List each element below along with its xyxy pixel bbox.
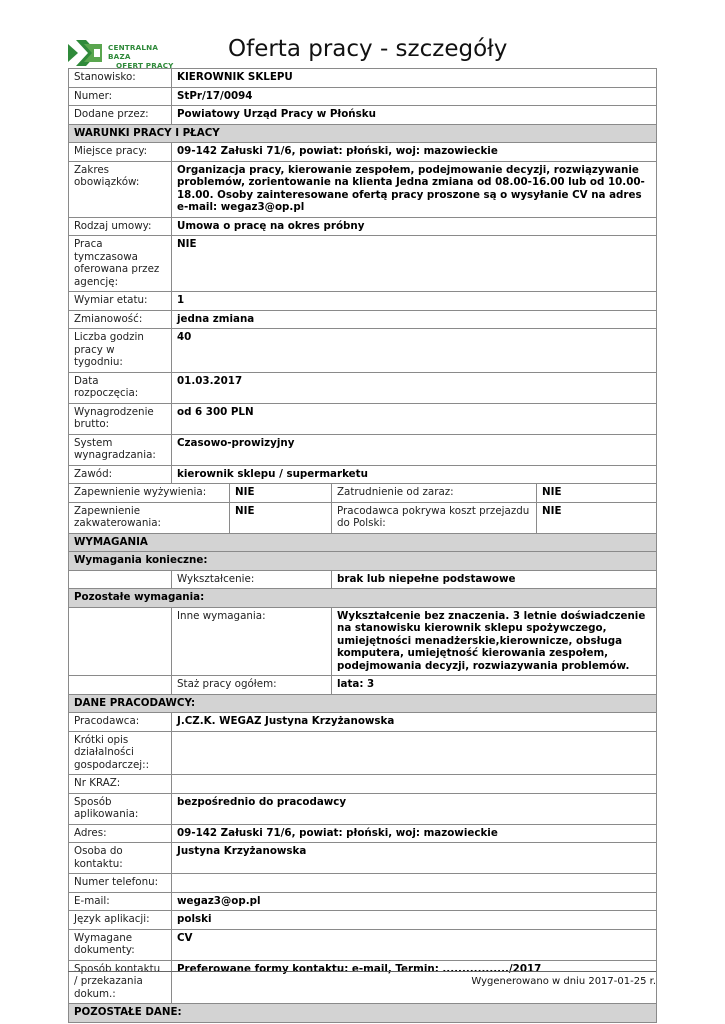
row-numer xyxy=(69,87,657,106)
label-przejazd: Pracodawca pokrywa koszt przejazdu do Polski: xyxy=(332,502,537,533)
row-inne xyxy=(69,607,657,676)
label-zawod: Zawód: xyxy=(69,465,172,484)
value-kontakt: Preferowane formy kontaktu: e-mail, Termin: ................./2017 xyxy=(172,960,657,1004)
section-konieczne-title: Wymagania konieczne: xyxy=(69,552,657,571)
logo xyxy=(68,40,183,70)
indent-cell xyxy=(69,570,172,589)
label-inne: Inne wymagania: xyxy=(172,607,332,676)
label-miejsce: Miejsce pracy: xyxy=(69,143,172,162)
row-email xyxy=(69,892,657,911)
value-staz: lata: 3 xyxy=(332,676,657,695)
value-inne: Wykształcenie bez znaczenia. 3 letnie doświadczenie na stanowisku kierownik sklepu spożywczego, umiejętności menadżerskie,kierownicze, obsługa komputera, umiejętność kierowania zespołem, podejmowania decyzji, rozwiazywania problemów. xyxy=(332,607,657,676)
row-aplikowanie xyxy=(69,793,657,824)
label-tymczasowa: Praca tymczasowa oferowana przez agencję: xyxy=(69,236,172,292)
section-dane-pracodawcy-title: DANE PRACODAWCY: xyxy=(69,694,657,713)
value-telefon xyxy=(172,874,657,893)
value-opis xyxy=(172,731,657,775)
label-telefon: Numer telefonu: xyxy=(69,874,172,893)
row-godziny xyxy=(69,329,657,373)
row-jezyk xyxy=(69,911,657,930)
row-osoba xyxy=(69,843,657,874)
row-kraz xyxy=(69,775,657,794)
value-godziny: 40 xyxy=(172,329,657,373)
row-tymczasowa xyxy=(69,236,657,292)
value-umowa: Umowa o pracę na okres próbny xyxy=(172,217,657,236)
section-warunki xyxy=(69,124,657,143)
row-zawod xyxy=(69,465,657,484)
label-email: E-mail: xyxy=(69,892,172,911)
indent-cell xyxy=(69,607,172,676)
label-wymiar: Wymiar etatu: xyxy=(69,292,172,311)
row-rozpoczecie xyxy=(69,372,657,403)
value-jezyk: polski xyxy=(172,911,657,930)
label-wyksztalcenie: Wykształcenie: xyxy=(172,570,332,589)
value-wymiar: 1 xyxy=(172,292,657,311)
row-dodane xyxy=(69,106,657,125)
label-zmianowosc: Zmianowość: xyxy=(69,310,172,329)
label-stanowisko: Stanowisko: xyxy=(69,69,172,88)
label-kraz: Nr KRAZ: xyxy=(69,775,172,794)
label-zakwaterowanie: Zapewnienie zakwaterowania: xyxy=(69,502,230,533)
label-godziny: Liczba godzin pracy w tygodniu: xyxy=(69,329,172,373)
page-title: Oferta pracy - szczegóły xyxy=(228,36,508,62)
value-system: Czasowo-prowizyjny xyxy=(172,434,657,465)
offer-table xyxy=(68,68,657,1023)
row-telefon xyxy=(69,874,657,893)
label-umowa: Rodzaj umowy: xyxy=(69,217,172,236)
row-stanowisko xyxy=(69,69,657,88)
label-aplikowanie: Sposób aplikowania: xyxy=(69,793,172,824)
section-wymagania xyxy=(69,533,657,552)
value-osoba: Justyna Krzyżanowska xyxy=(172,843,657,874)
value-miejsce: 09-142 Załuski 71/6, powiat: płoński, woj: mazowieckie xyxy=(172,143,657,162)
section-pozostale-wymagania xyxy=(69,589,657,608)
value-zmianowosc: jedna zmiana xyxy=(172,310,657,329)
label-dokumenty: Wymagane dokumenty: xyxy=(69,929,172,960)
footer-divider xyxy=(68,971,656,972)
row-zakres xyxy=(69,161,657,217)
label-pracodawca: Pracodawca: xyxy=(69,713,172,732)
label-dodane: Dodane przez: xyxy=(69,106,172,125)
value-tymczasowa: NIE xyxy=(172,236,657,292)
section-pozostale-dane xyxy=(69,1004,657,1023)
value-numer: StPr/17/0094 xyxy=(172,87,657,106)
row-staz xyxy=(69,676,657,695)
value-kraz xyxy=(172,775,657,794)
value-aplikowanie: bezpośrednio do pracodawcy xyxy=(172,793,657,824)
row-zakwaterowanie xyxy=(69,502,657,533)
row-miejsce xyxy=(69,143,657,162)
label-kontakt: Sposób kontaktu / przekazania dokum.: xyxy=(69,960,172,1004)
value-zakwaterowanie: NIE xyxy=(230,502,332,533)
row-wymiar xyxy=(69,292,657,311)
value-stanowisko: KIEROWNIK SKLEPU xyxy=(172,69,657,88)
logo-line1: CENTRALNA BAZA xyxy=(108,43,159,61)
row-wynagrodzenie xyxy=(69,403,657,434)
label-opis: Krótki opis działalności gospodarczej:: xyxy=(69,731,172,775)
label-jezyk: Język aplikacji: xyxy=(69,911,172,930)
row-pracodawca xyxy=(69,713,657,732)
value-wyzywienie: NIE xyxy=(230,484,332,503)
value-pracodawca: J.CZ.K. WEGAZ Justyna Krzyżanowska xyxy=(172,713,657,732)
value-adres: 09-142 Załuski 71/6, powiat: płoński, woj: mazowieckie xyxy=(172,824,657,843)
label-zakres: Zakres obowiązków: xyxy=(69,161,172,217)
logo-line2: OFERT PRACY xyxy=(116,61,174,70)
value-rozpoczecie: 01.03.2017 xyxy=(172,372,657,403)
indent-cell xyxy=(69,676,172,695)
label-wynagrodzenie: Wynagrodzenie brutto: xyxy=(69,403,172,434)
value-dodane: Powiatowy Urząd Pracy w Płońsku xyxy=(172,106,657,125)
section-wymagania-title: WYMAGANIA xyxy=(69,533,657,552)
label-system: System wynagradzania: xyxy=(69,434,172,465)
value-przejazd: NIE xyxy=(537,502,657,533)
row-wyzywienie xyxy=(69,484,657,503)
value-wyksztalcenie: brak lub niepełne podstawowe xyxy=(332,570,657,589)
logo-icon xyxy=(68,40,108,66)
section-pozostale-wymagania-title: Pozostałe wymagania: xyxy=(69,589,657,608)
row-adres xyxy=(69,824,657,843)
row-system xyxy=(69,434,657,465)
label-rozpoczecie: Data rozpoczęcia: xyxy=(69,372,172,403)
page-header xyxy=(68,36,658,68)
value-dokumenty: CV xyxy=(172,929,657,960)
row-wyksztalcenie xyxy=(69,570,657,589)
value-email: wegaz3@op.pl xyxy=(172,892,657,911)
value-zakres: Organizacja pracy, kierowanie zespołem, podejmowanie decyzji, rozwiązywanie problemów, zorientowanie na klienta Jedna zmiana od 08.00-16.00 lub od 10.00-18.00. Osoby zainteresowane ofertą pracy proszone są o wysyłanie CV na adres e-mail: wegaz3@op.pl xyxy=(172,161,657,217)
section-konieczne xyxy=(69,552,657,571)
section-warunki-title: WARUNKI PRACY I PŁACY xyxy=(69,124,657,143)
row-umowa xyxy=(69,217,657,236)
value-zawod: kierownik sklepu / supermarketu xyxy=(172,465,657,484)
label-od-zaraz: Zatrudnienie od zaraz: xyxy=(332,484,537,503)
value-wynagrodzenie: od 6 300 PLN xyxy=(172,403,657,434)
row-zmianowosc xyxy=(69,310,657,329)
label-osoba: Osoba do kontaktu: xyxy=(69,843,172,874)
label-staz: Staż pracy ogółem: xyxy=(172,676,332,695)
row-dokumenty xyxy=(69,929,657,960)
label-wyzywienie: Zapewnienie wyżywienia: xyxy=(69,484,230,503)
label-adres: Adres: xyxy=(69,824,172,843)
row-opis xyxy=(69,731,657,775)
value-od-zaraz: NIE xyxy=(537,484,657,503)
generated-date: Wygenerowano w dniu 2017-01-25 r. xyxy=(471,976,656,987)
section-dane-pracodawcy xyxy=(69,694,657,713)
section-pozostale-dane-title: POZOSTAŁE DANE: xyxy=(69,1004,657,1023)
label-numer: Numer: xyxy=(69,87,172,106)
